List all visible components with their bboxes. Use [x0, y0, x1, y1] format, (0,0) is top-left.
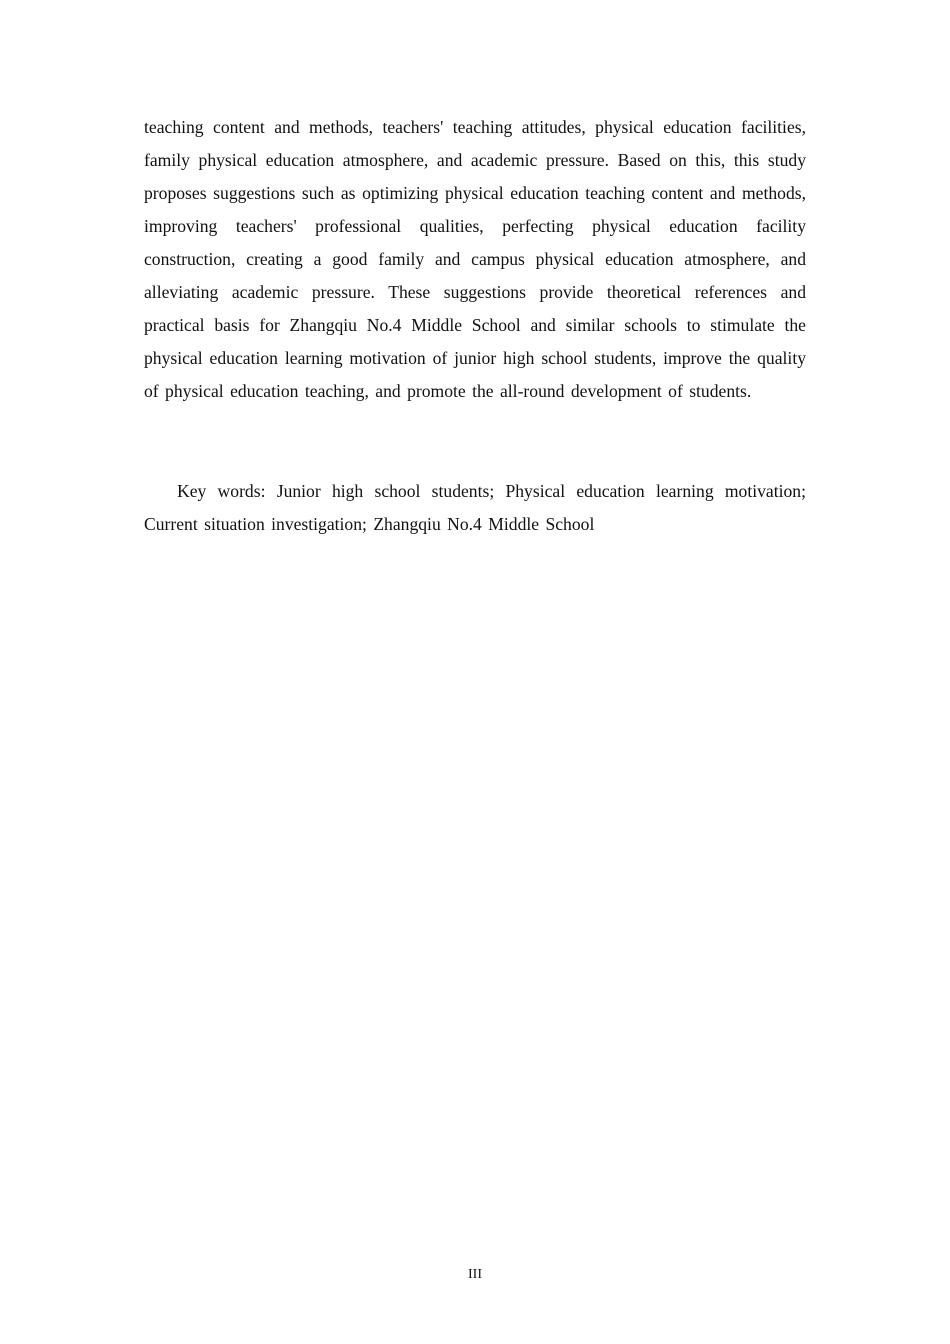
abstract-paragraph: teaching content and methods, teachers' teaching attitudes, physical education facilities, family physical education atmosphere, and academic pressure. Based on this, this study proposes suggestions such as optimizing physical education teaching content and methods, improving teachers' professional qualities, perfecting physical education facility construction, creating a good family and campus physical education atmosphere, and alleviating academic pressure. These suggestions provide theoretical references and practical basis for Zhangqiu No.4 Middle School and similar schools to stimulate the physical education learning motivation of junior high school students, improve the quality of physical education teaching, and promote the all-round development of students.: [144, 117, 806, 401]
keywords-paragraph: [144, 475, 806, 541]
keywords-label: Key words:: [177, 481, 266, 501]
keywords-text: Junior high school students; Physical education learning motivation; Current situation investigation; Zhangqiu No.4 Middle School: [144, 481, 806, 534]
page-number: III: [468, 1267, 482, 1282]
